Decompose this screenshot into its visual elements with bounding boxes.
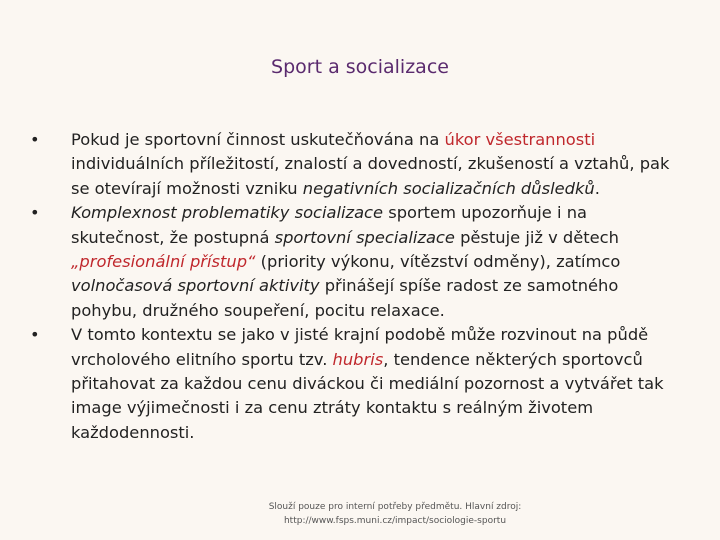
bullet-dot: • [30,203,40,223]
emphasis-red-italic: hubris [332,349,384,369]
bullet-dot: • [30,130,40,149]
bullet-2-text [71,203,620,320]
emphasis-red-italic: „profesionální přístup“ [71,252,256,272]
emphasis-italic: sportovní specializace [274,227,455,247]
text-segment: . [594,178,600,198]
emphasis-italic: Komplexnost problematiky socializace [71,203,384,223]
text-segment: sportem upozorňuje i na skutečnost, že postupná [71,203,587,247]
footer-line-2: http://www.fsps.muni.cz/impact/sociologie-sportu [283,516,507,526]
text-segment: individuálních příležitostí, znalostí a dovedností, zkušeností a vztahů, pak se otevírají možnosti vzniku [71,154,670,198]
footer-line-1: Slouží pouze pro interní potřeby předmětu. Hlavní zdroj: [268,502,522,512]
footer-note [240,500,550,528]
bullet-dot: • [30,325,40,345]
text-segment: V tomto kontextu se jako v jisté krajní podobě může rozvinout na půdě vrcholového elitního sportu tzv. [71,325,649,369]
bullet-item [30,201,680,323]
bullet-item [30,128,680,201]
bullet-list [30,128,680,445]
text-segment: , tendence některých sportovců přitahovat za každou cenu diváckou či mediální pozornost a vytvářet tak image výjimečnosti i za cenu ztráty kontaktu s reálným životem každodennosti. [71,349,664,442]
bullet-1-text [71,130,669,198]
text-segment: pěstuje již v dětech [454,227,619,247]
bullet-item [30,323,680,445]
text-segment: Pokud je sportovní činnost uskutečňována na [71,130,445,149]
text-segment: přinášejí spíše radost ze samotného pohybu, družného soupeření, pocitu relaxace. [71,276,619,320]
emphasis-italic: negativních socializačních důsledků [302,178,595,198]
emphasis-red: úkor všestrannosti [444,130,596,149]
emphasis-italic: volnočasová sportovní aktivity [71,276,320,296]
slide-title: Sport a socializace [271,56,449,78]
text-segment: (priority výkonu, vítězství odměny), zatímco [255,252,621,272]
bullet-3-text [71,325,664,442]
